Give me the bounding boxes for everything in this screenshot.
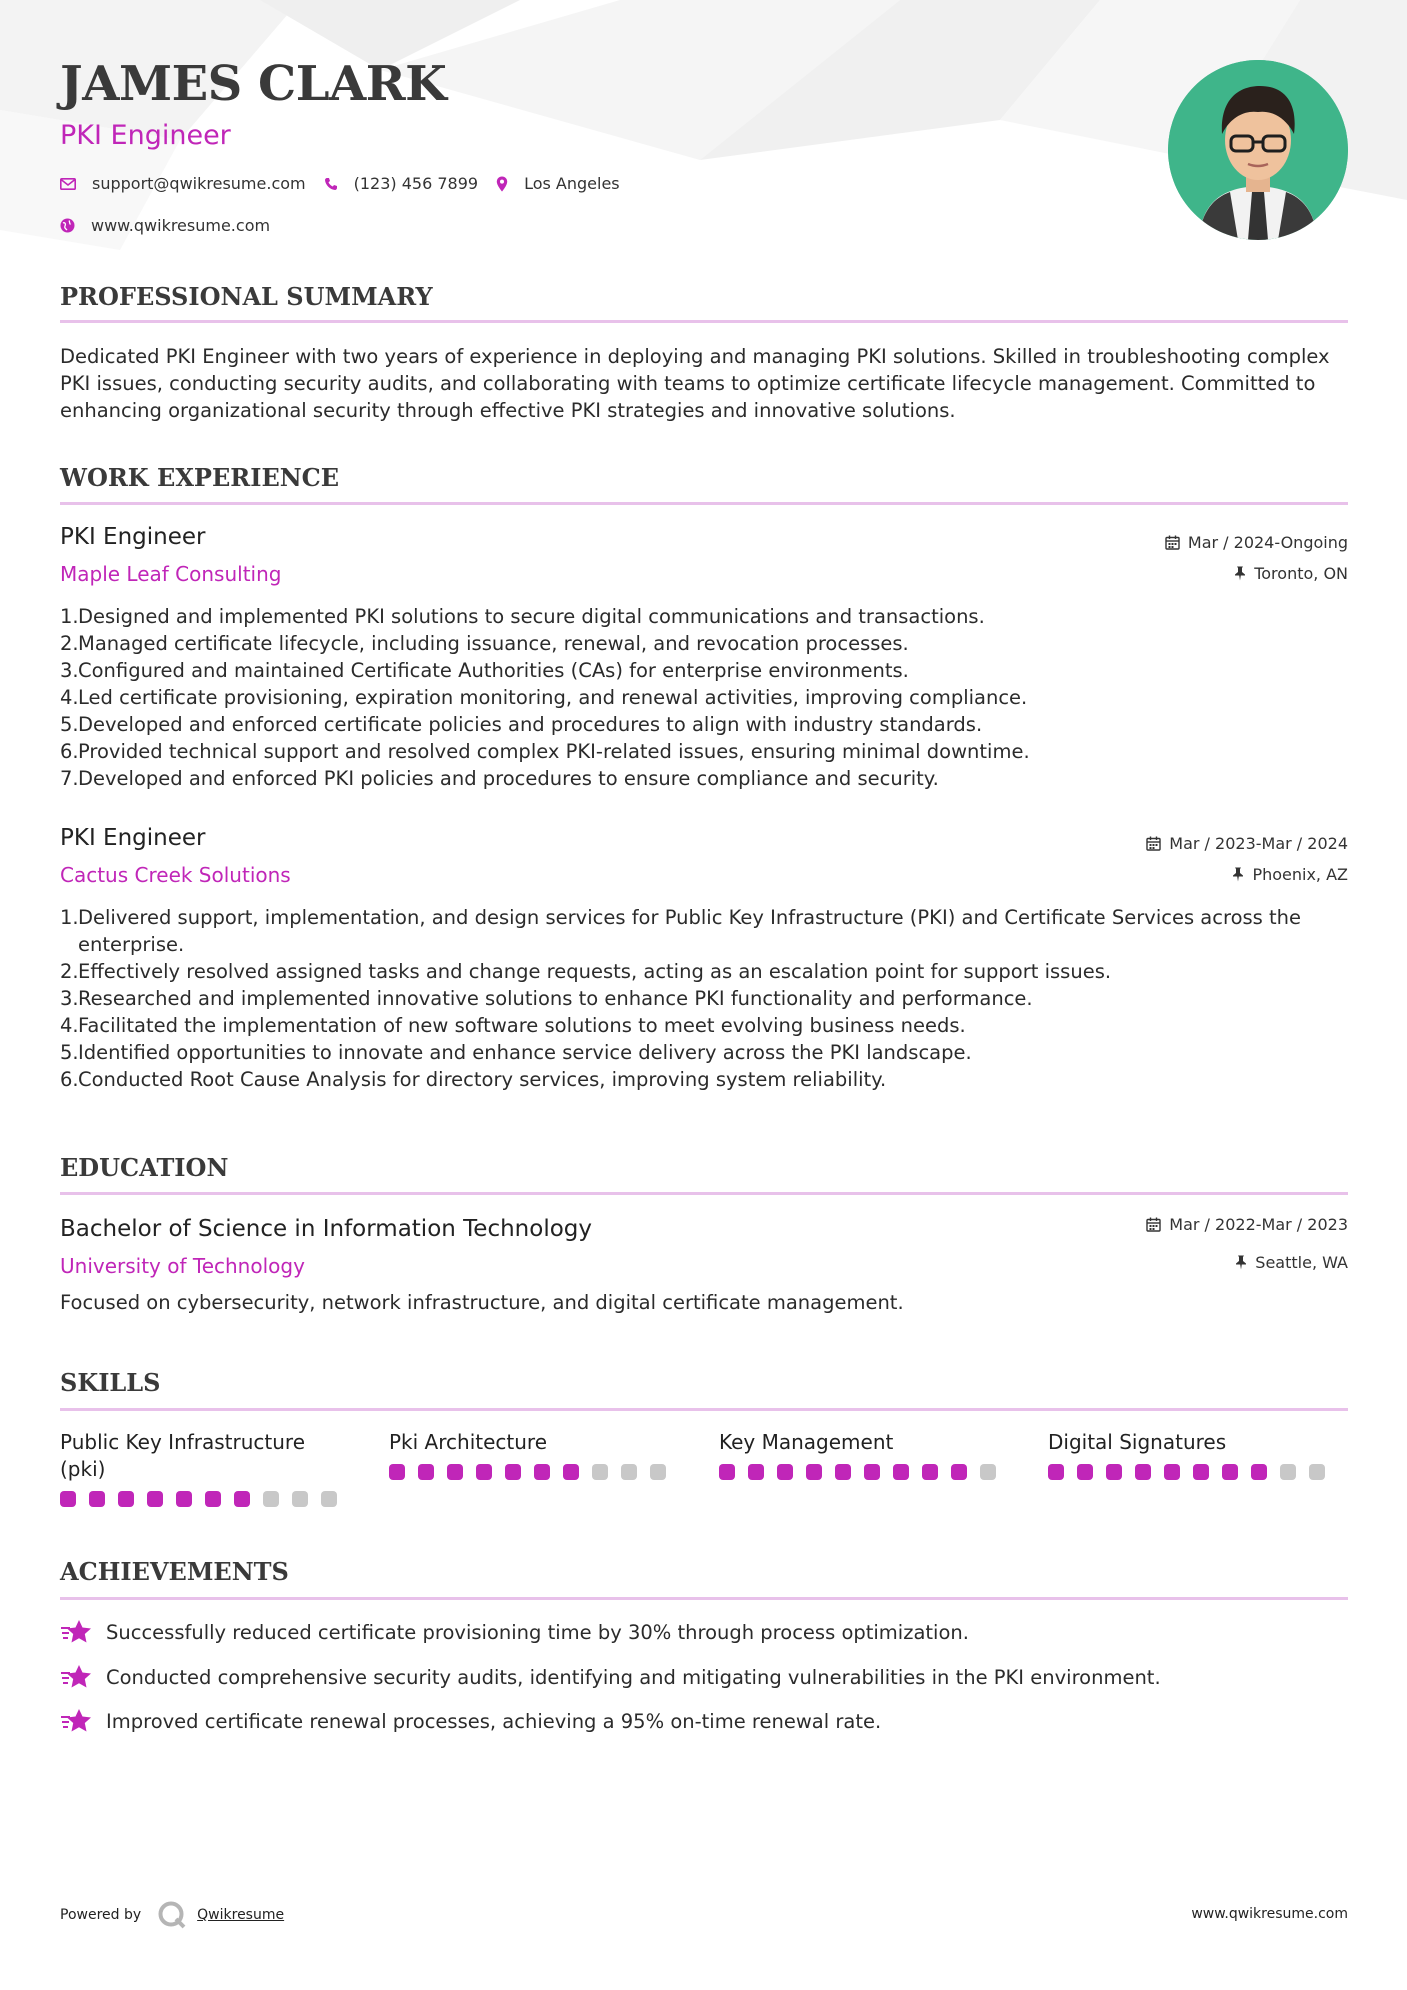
skill-dot-filled	[147, 1491, 163, 1507]
list-item: 5. Identified opportunities to innovate and enhance service delivery across the PKI landscape.	[60, 1041, 972, 1064]
achievement-text: Successfully reduced certificate provisioning time by 30% through process optimization.	[106, 1620, 969, 1644]
footer-powered-by	[60, 1900, 284, 1930]
achievements-heading: ACHIEVEMENTS	[60, 1557, 289, 1586]
skill-rating	[60, 1491, 360, 1507]
calendar-icon	[1146, 836, 1161, 851]
achievement-text: Conducted comprehensive security audits, identifying and mitigating vulnerabilities in the PKI environment.	[106, 1665, 1161, 1689]
powered-by-text: Powered by	[60, 1907, 142, 1923]
skill-dot-empty	[263, 1491, 279, 1507]
job-location	[1234, 564, 1348, 583]
achievement-text: Improved certificate renewal processes, achieving a 95% on-time renewal rate.	[106, 1709, 882, 1733]
section-divider	[60, 320, 1348, 323]
skill-dot-filled	[89, 1491, 105, 1507]
job-title: PKI Engineer	[60, 825, 206, 851]
star-icon	[60, 1664, 92, 1690]
skill-dot-filled	[1106, 1464, 1122, 1480]
list-item: 7. Developed and enforced PKI policies and procedures to ensure compliance and security.	[60, 767, 939, 790]
skill-dot-empty	[1309, 1464, 1325, 1480]
skills-heading: SKILLS	[60, 1368, 161, 1397]
contact-website[interactable]	[60, 216, 270, 235]
contact-phone[interactable]	[324, 174, 478, 193]
skill-dot-filled	[1222, 1464, 1238, 1480]
company-name: Cactus Creek Solutions	[60, 863, 291, 887]
section-divider	[60, 502, 1348, 505]
skill-dot-filled	[389, 1464, 405, 1480]
skill-dot-filled	[1077, 1464, 1093, 1480]
job-location	[1232, 865, 1348, 884]
website-text: www.qwikresume.com	[91, 216, 271, 235]
skill-name: Pki Architecture	[389, 1430, 547, 1454]
phone-icon	[324, 177, 338, 191]
skill-dot-filled	[1164, 1464, 1180, 1480]
job-dates	[1165, 533, 1348, 552]
skill-dot-empty	[621, 1464, 637, 1480]
skill-dot-filled	[176, 1491, 192, 1507]
achievement-item	[60, 1619, 969, 1645]
skill-dot-filled	[447, 1464, 463, 1480]
candidate-role: PKI Engineer	[60, 120, 231, 151]
skill-dot-filled	[777, 1464, 793, 1480]
qwikresume-logo-icon	[157, 1900, 187, 1930]
skill-dot-filled	[748, 1464, 764, 1480]
footer-website[interactable]: www.qwikresume.com	[1191, 1906, 1348, 1922]
list-item: 4. Facilitated the implementation of new software solutions to meet evolving business needs.	[60, 1014, 966, 1037]
contact-location	[496, 174, 620, 193]
list-item: 2. Managed certificate lifecycle, including issuance, renewal, and revocation processes.	[60, 632, 909, 655]
skill-dot-empty	[650, 1464, 666, 1480]
avatar	[1168, 60, 1348, 240]
section-divider	[60, 1408, 1348, 1411]
list-item: 1. Delivered support, implementation, and design services for Public Key Infrastructure (PKI) and Certificate Services across the enterprise.	[60, 906, 1302, 956]
list-item: 2. Effectively resolved assigned tasks and change requests, acting as an escalation point for support issues.	[60, 960, 1112, 983]
phone-text: (123) 456 7899	[353, 174, 479, 193]
achievement-item	[60, 1664, 1161, 1690]
calendar-icon	[1146, 1217, 1161, 1232]
pushpin-icon	[1235, 1255, 1247, 1270]
job-location-text: Phoenix, AZ	[1252, 865, 1348, 884]
contact-row-2	[60, 216, 288, 235]
skill-item	[719, 1429, 1019, 1480]
skill-dot-filled	[1048, 1464, 1064, 1480]
list-item: 1. Designed and implemented PKI solutions to secure digital communications and transactions.	[60, 605, 985, 628]
skill-rating	[1048, 1464, 1348, 1480]
job-dates-text: Mar / 2024-Ongoing	[1187, 533, 1348, 552]
degree-title: Bachelor of Science in Information Technology	[60, 1216, 592, 1242]
calendar-icon	[1165, 535, 1180, 550]
skill-dot-filled	[534, 1464, 550, 1480]
skill-dot-filled	[893, 1464, 909, 1480]
job-dates	[1146, 834, 1348, 853]
section-divider	[60, 1597, 1348, 1600]
skill-name: Key Management	[719, 1430, 894, 1454]
skill-dot-empty	[321, 1491, 337, 1507]
job-dates-text: Mar / 2023-Mar / 2024	[1169, 834, 1348, 853]
skill-rating	[389, 1464, 689, 1480]
map-pin-icon	[496, 176, 508, 192]
skill-dot-filled	[864, 1464, 880, 1480]
skill-dot-filled	[205, 1491, 221, 1507]
job-responsibilities	[60, 904, 1348, 1093]
brand-link[interactable]: Qwikresume	[197, 1907, 285, 1923]
pushpin-icon	[1234, 566, 1246, 581]
skill-dot-empty	[1280, 1464, 1296, 1480]
skill-dot-filled	[418, 1464, 434, 1480]
envelope-icon	[60, 178, 76, 190]
list-item: 4. Led certificate provisioning, expiration monitoring, and renewal activities, improving compliance.	[60, 686, 1028, 709]
job-responsibilities	[60, 603, 1348, 792]
skill-item	[1048, 1429, 1348, 1480]
skill-dot-filled	[1193, 1464, 1209, 1480]
skill-rating	[719, 1464, 1019, 1480]
company-name: Maple Leaf Consulting	[60, 562, 282, 586]
skill-dot-filled	[1251, 1464, 1267, 1480]
list-item: 3. Researched and implemented innovative solutions to enhance PKI functionality and performance.	[60, 987, 1033, 1010]
summary-text: Dedicated PKI Engineer with two years of experience in deploying and managing PKI solutions. Skilled in troubleshooting complex PKI issues, conducting security audits, and collaborating with teams to optimize certificate lifecycle management. Committed to enhancing organizational security through effective PKI strategies and innovative solutions.	[60, 345, 1330, 422]
skill-dot-filled	[719, 1464, 735, 1480]
achievement-item	[60, 1708, 881, 1734]
skill-dot-filled	[563, 1464, 579, 1480]
skill-dot-filled	[476, 1464, 492, 1480]
location-text: Los Angeles	[524, 174, 620, 193]
education-location-text: Seattle, WA	[1255, 1253, 1348, 1272]
skill-dot-filled	[922, 1464, 938, 1480]
list-item: 5. Developed and enforced certificate policies and procedures to align with industry standards.	[60, 713, 983, 736]
skill-name: Public Key Infrastructure (pki)	[60, 1430, 306, 1481]
list-item: 6. Conducted Root Cause Analysis for directory services, improving system reliability.	[60, 1068, 887, 1091]
education-heading: EDUCATION	[60, 1153, 229, 1182]
candidate-name: JAMES CLARK	[60, 56, 447, 112]
skill-dot-filled	[118, 1491, 134, 1507]
job-location-text: Toronto, ON	[1254, 564, 1348, 583]
contact-email[interactable]	[60, 174, 306, 193]
job-title: PKI Engineer	[60, 524, 206, 550]
skill-dot-filled	[951, 1464, 967, 1480]
education-dates	[1146, 1215, 1348, 1234]
education-description: Focused on cybersecurity, network infrastructure, and digital certificate management.	[60, 1291, 904, 1314]
skill-dot-filled	[806, 1464, 822, 1480]
star-icon	[60, 1619, 92, 1645]
skill-item	[389, 1429, 689, 1480]
experience-heading: WORK EXPERIENCE	[60, 463, 340, 492]
profile-photo	[1168, 60, 1348, 240]
star-icon	[60, 1708, 92, 1734]
education-dates-text: Mar / 2022-Mar / 2023	[1169, 1215, 1348, 1234]
email-text: support@qwikresume.com	[92, 174, 306, 193]
skill-dot-filled	[234, 1491, 250, 1507]
skill-dot-filled	[1135, 1464, 1151, 1480]
skill-dot-empty	[592, 1464, 608, 1480]
education-location	[1235, 1253, 1348, 1272]
skill-dot-empty	[980, 1464, 996, 1480]
list-item: 3. Configured and maintained Certificate Authorities (CAs) for enterprise environments.	[60, 659, 909, 682]
section-divider	[60, 1192, 1348, 1195]
list-item: 6. Provided technical support and resolved complex PKI-related issues, ensuring minimal downtime.	[60, 740, 1030, 763]
school-name: University of Technology	[60, 1254, 305, 1278]
contact-row-1	[60, 174, 638, 193]
skill-name: Digital Signatures	[1048, 1430, 1227, 1454]
globe-icon	[60, 218, 75, 233]
pushpin-icon	[1232, 867, 1244, 882]
skill-dot-filled	[60, 1491, 76, 1507]
skill-item	[60, 1429, 360, 1507]
skill-dot-empty	[292, 1491, 308, 1507]
skill-dot-filled	[505, 1464, 521, 1480]
summary-heading: PROFESSIONAL SUMMARY	[60, 282, 433, 311]
skill-dot-filled	[835, 1464, 851, 1480]
